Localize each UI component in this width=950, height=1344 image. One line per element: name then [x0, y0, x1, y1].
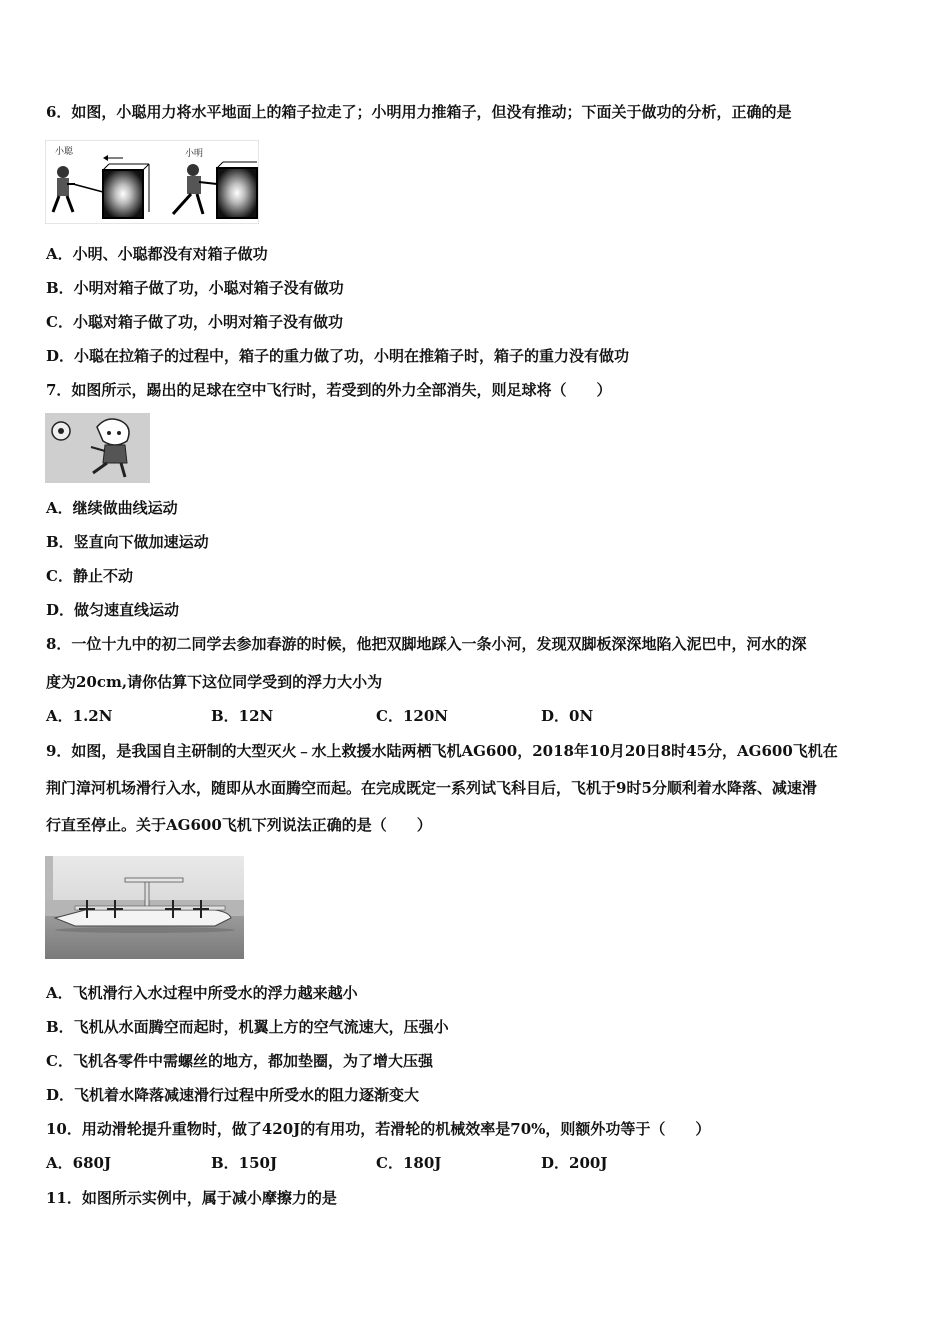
q7-option-c[interactable]: C．静止不动 [46, 567, 133, 585]
q11-stem: 11．如图所示实例中，属于减小摩擦力的是 [46, 1189, 337, 1207]
q6-stem: 6．如图，小聪用力将水平地面上的箱子拉走了；小明用力推箱子，但没有推动；下面关于做功的分析，正确的是 [46, 103, 792, 121]
q8-option-c[interactable]: C．120N [376, 707, 448, 725]
q10-option-a[interactable]: A．680J [46, 1154, 112, 1172]
q10-option-b[interactable]: B．150J [211, 1154, 278, 1172]
q7-option-b[interactable]: B．竖直向下做加速运动 [46, 533, 209, 551]
q6-label-xiaoming: 小明 [185, 149, 204, 159]
q9-option-b[interactable]: B．飞机从水面腾空而起时，机翼上方的空气流速大，压强小 [46, 1018, 449, 1036]
q9-figure [45, 856, 244, 959]
q9-stem-line2: 荆门漳河机场滑行入水，随即从水面腾空而起。在完成既定一系列试飞科目后，飞机于9时5分顺利着水降落、减速滑 [46, 779, 817, 797]
q7-figure [45, 413, 150, 483]
q8-option-b[interactable]: B．12N [211, 707, 274, 725]
q7-option-a[interactable]: A．继续做曲线运动 [46, 499, 178, 517]
q6-option-c[interactable]: C．小聪对箱子做了功，小明对箱子没有做功 [46, 313, 343, 331]
q7-option-d[interactable]: D．做匀速直线运动 [46, 601, 180, 619]
q10-stem: 10．用动滑轮提升重物时，做了420J的有用功，若滑轮的机械效率是70%，则额外功等于（ ） [46, 1120, 711, 1138]
q8-options [46, 706, 906, 726]
q6-option-b[interactable]: B．小明对箱子做了功，小聪对箱子没有做功 [46, 279, 344, 297]
q10-option-d[interactable]: D．200J [541, 1154, 608, 1172]
q6-label-xiaocong: 小聪 [55, 147, 74, 157]
q10-options [46, 1153, 906, 1173]
q10-option-c[interactable]: C．180J [376, 1154, 442, 1172]
q7-stem: 7．如图所示，踢出的足球在空中飞行时，若受到的外力全部消失，则足球将（ ） [46, 381, 612, 399]
q9-option-a[interactable]: A．飞机滑行入水过程中所受水的浮力越来越小 [46, 984, 358, 1002]
q6-illustration [45, 140, 259, 224]
q6-option-d[interactable]: D．小聪在拉箱子的过程中，箱子的重力做了功，小明在推箱子时，箱子的重力没有做功 [46, 347, 630, 365]
q8-option-d[interactable]: D．0N [541, 707, 594, 725]
q8-stem-line1: 8．一位十九中的初二同学去参加春游的时候，他把双脚地踩入一条小河，发现双脚板深深地陷入泥巴中，河水的深 [46, 635, 807, 653]
q8-stem-line2: 度为20cm,请你估算下这位同学受到的浮力大小为 [46, 673, 383, 691]
q9-stem-line3: 行直至停止。关于AG600飞机下列说法正确的是（ ） [46, 816, 432, 834]
q9-option-d[interactable]: D．飞机着水降落减速滑行过程中所受水的阻力逐渐变大 [46, 1086, 420, 1104]
q7-soccer-illustration [45, 413, 150, 483]
q9-stem-line1: 9．如图，是我国自主研制的大型灭火﹣水上救援水陆两栖飞机AG600，2018年10月20日8时45分，AG600飞机在 [46, 742, 838, 760]
q9-option-c[interactable]: C．飞机各零件中需螺丝的地方，都加垫圈，为了增大压强 [46, 1052, 433, 1070]
q6-option-a[interactable]: A．小明、小聪都没有对箱子做功 [46, 245, 268, 263]
q6-figure [45, 140, 259, 224]
q8-option-a[interactable]: A．1.2N [46, 707, 113, 725]
q9-seaplane-photo [45, 856, 244, 959]
